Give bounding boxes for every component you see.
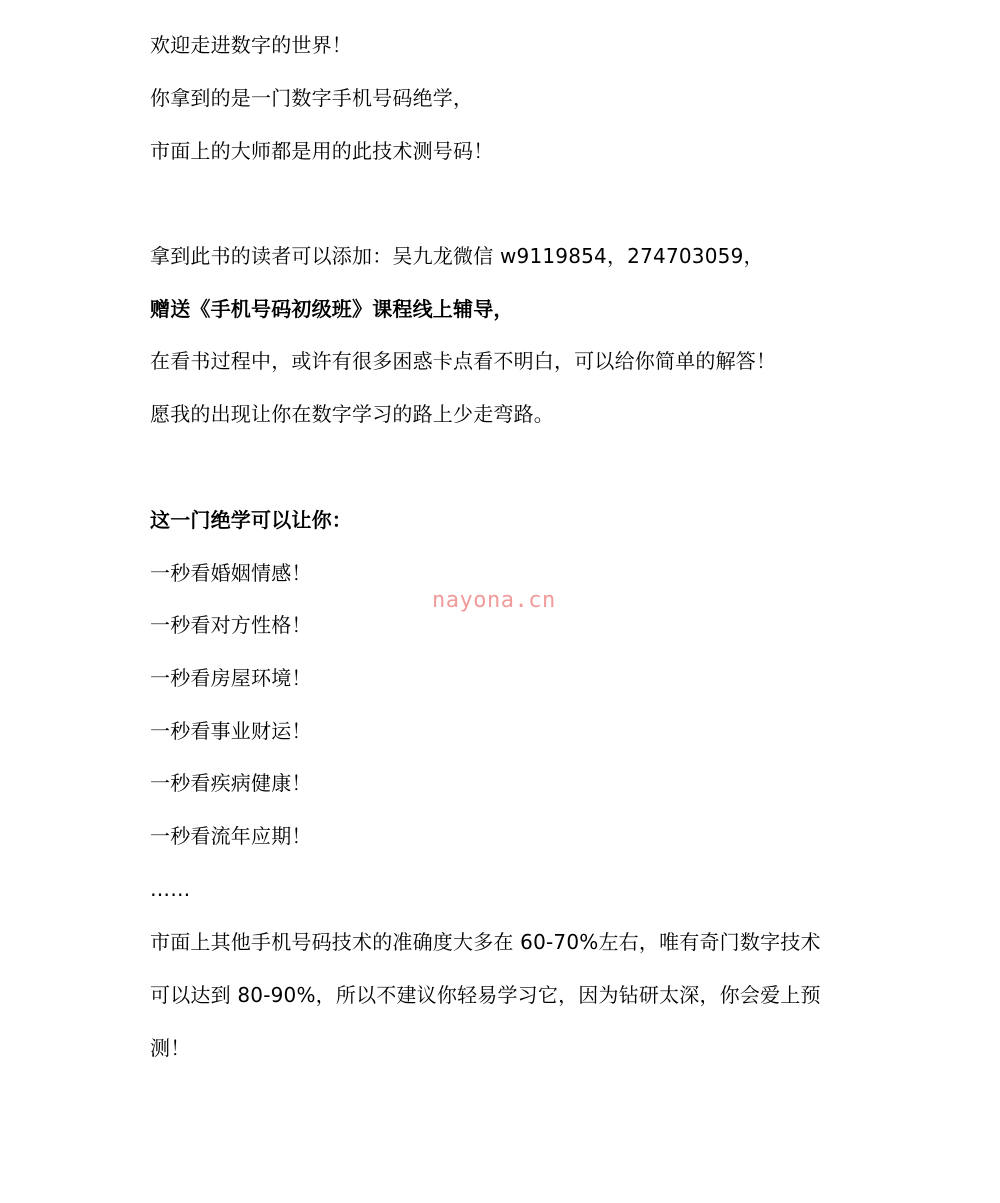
closing-line-3: 测！ (150, 1036, 191, 1060)
benefit-item: 一秒看事业财运！ (150, 719, 312, 743)
intro-line-2: 你拿到的是一门数字手机号码绝学， (150, 86, 474, 110)
ellipsis: …… (150, 877, 191, 901)
help-line: 在看书过程中，或许有很多困惑卡点看不明白，可以给你简单的解答！ (150, 349, 777, 373)
benefit-item: 一秒看房屋环境！ (150, 666, 312, 690)
watermark-text: nayona.cn (432, 588, 556, 613)
closing-line-1: 市面上其他手机号码技术的准确度大多在 60-70%左右，唯有奇门数字技术 (150, 930, 821, 954)
intro-line-1: 欢迎走进数字的世界！ (150, 33, 352, 57)
benefit-item: 一秒看对方性格！ (150, 613, 312, 637)
contact-line: 拿到此书的读者可以添加：吴九龙微信 w9119854，274703059， (150, 244, 764, 268)
intro-line-3: 市面上的大师都是用的此技术测号码！ (150, 139, 494, 163)
closing-line-2: 可以达到 80-90%，所以不建议你轻易学习它，因为钻研太深，你会爱上预 (150, 983, 821, 1007)
benefit-item: 一秒看疾病健康！ (150, 771, 312, 795)
benefit-item: 一秒看流年应期！ (150, 824, 312, 848)
gift-course-line: 赠送《手机号码初级班》课程线上辅导， (150, 297, 514, 321)
benefits-heading: 这一门绝学可以让你： (150, 508, 352, 532)
benefit-item: 一秒看婚姻情感！ (150, 561, 312, 585)
wish-line: 愿我的出现让你在数字学习的路上少走弯路。 (150, 402, 554, 426)
